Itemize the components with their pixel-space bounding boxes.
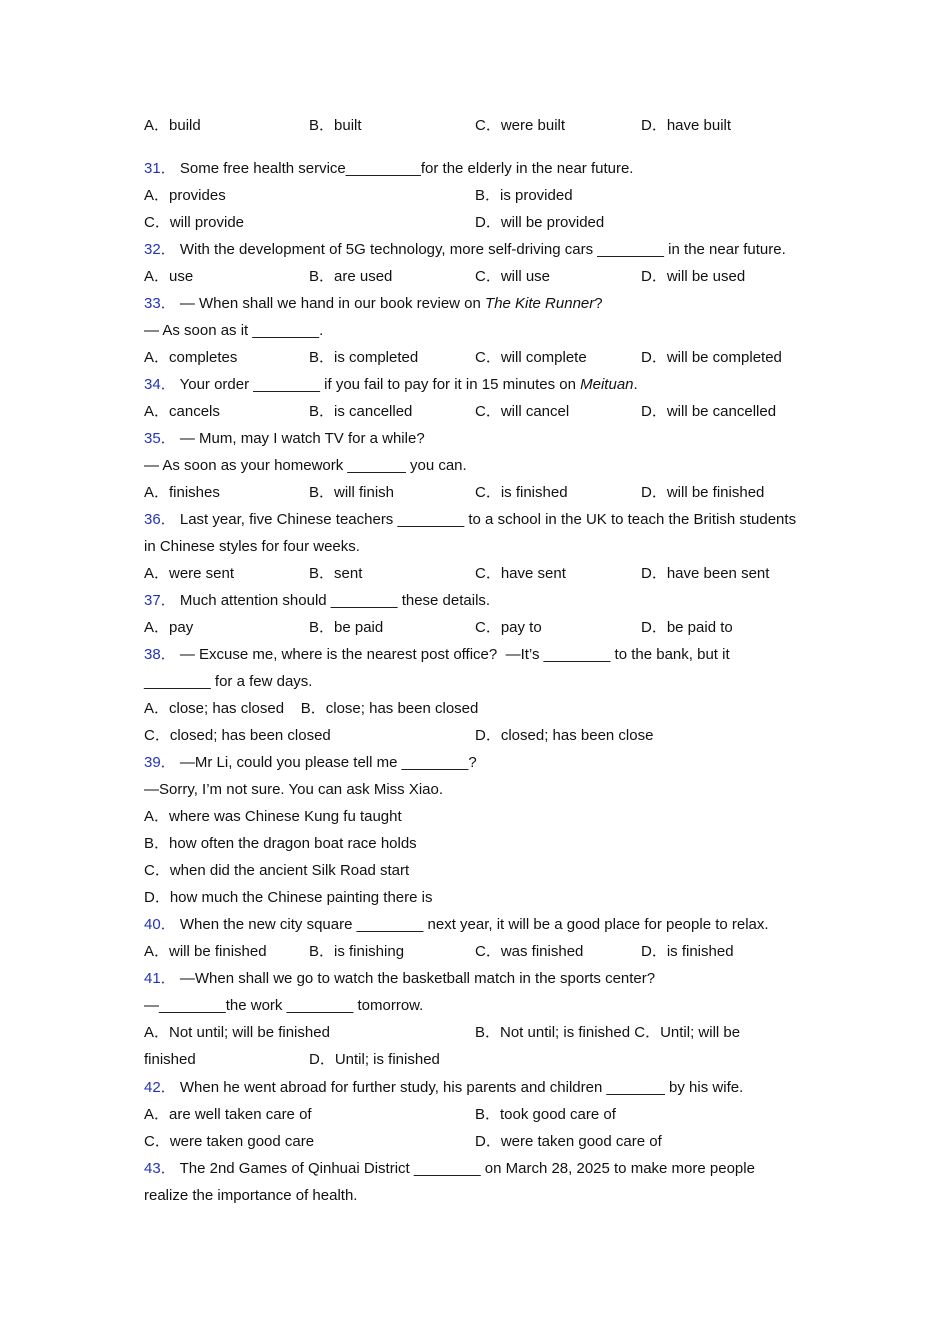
option-d: D．will be completed	[641, 349, 782, 366]
option-a: A．provides	[144, 187, 226, 204]
question-31	[144, 155, 824, 182]
question-stem: — When shall we hand in our book review on	[179, 295, 486, 312]
options-row	[144, 938, 824, 965]
question-stem: —Mr Li, could you please tell me ________?	[179, 754, 477, 771]
option-b: B．sent	[309, 565, 363, 582]
option-b: B．is finishing	[309, 943, 405, 960]
option-d: D．will be cancelled	[641, 403, 777, 420]
option-a: A．are well taken care of	[144, 1106, 312, 1123]
option-c: C．was finished	[475, 943, 584, 960]
option-a: A．completes	[144, 349, 238, 366]
option-c: C．closed; has been closed	[144, 727, 331, 744]
question-stem: Much attention should ________ these details.	[179, 592, 491, 609]
option-a: A．use	[144, 268, 194, 285]
option-b: B．close; has been closed	[300, 700, 479, 717]
question-stem: Your order ________ if you fail to pay for it in 15 minutes on	[179, 376, 581, 393]
option-b: B．built	[309, 117, 362, 134]
option-a: A．will be finished	[144, 943, 267, 960]
question-34	[144, 371, 824, 398]
question-38	[144, 641, 824, 668]
question-number: 33．	[144, 295, 176, 312]
option-c: C．when did the ancient Silk Road start	[144, 862, 410, 879]
option-c: C．will cancel	[475, 403, 570, 420]
option-c: C．have sent	[475, 565, 566, 582]
question-number: 38．	[144, 646, 176, 663]
question-35	[144, 425, 824, 452]
question-40	[144, 911, 824, 938]
option-b: B．took good care of	[475, 1106, 616, 1123]
question-number: 43．	[144, 1160, 176, 1177]
options-row	[144, 263, 824, 290]
question-stem: Some free health service_________for the elderly in the near future.	[179, 160, 634, 177]
question-32	[144, 236, 824, 263]
question-stem: Last year, five Chinese teachers ________ to a school in the UK to teach the British students	[179, 511, 797, 528]
question-number: 35．	[144, 430, 176, 447]
option-c: C．were taken good care	[144, 1133, 315, 1150]
dialogue-line: — As soon as it ________.	[144, 322, 324, 339]
question-37	[144, 587, 824, 614]
option-b: B．are used	[309, 268, 393, 285]
option-d: D．will be used	[641, 268, 746, 285]
option-a: A．were sent	[144, 565, 235, 582]
option-b: B．is completed	[309, 349, 419, 366]
question-stem: The 2nd Games of Qinhuai District ________ on March 28, 2025 to make more people	[179, 1160, 755, 1177]
question-36	[144, 506, 824, 533]
option-a: A．where was Chinese Kung fu taught	[144, 808, 402, 825]
question-number: 32．	[144, 241, 176, 258]
question-number: 42．	[144, 1079, 176, 1096]
question-stem-cont: in Chinese styles for four weeks.	[144, 538, 360, 555]
option-d: D．have been sent	[641, 565, 770, 582]
question-number: 34．	[144, 376, 176, 393]
question-stem: With the development of 5G technology, more self-driving cars ________ in the near future.	[179, 241, 786, 258]
option-b: B．is cancelled	[309, 403, 413, 420]
option-d: D．be paid to	[641, 619, 733, 636]
options-row	[144, 479, 824, 506]
question-stem-end: ?	[594, 295, 603, 312]
options-row	[144, 614, 824, 641]
options-row	[144, 182, 824, 209]
option-b: B．be paid	[309, 619, 384, 636]
option-b: B．is provided	[475, 187, 573, 204]
option-b: B．how often the dragon boat race holds	[144, 835, 417, 852]
options-row	[144, 398, 824, 425]
question-number: 31．	[144, 160, 176, 177]
option-c: C．will complete	[475, 349, 587, 366]
option-d: D．Until; is finished	[309, 1051, 440, 1068]
dialogue-line: —________the work ________ tomorrow.	[144, 997, 424, 1014]
options-row	[144, 209, 824, 236]
option-c: C．pay to	[475, 619, 542, 636]
option-c: C．will provide	[144, 214, 245, 231]
option-d: D．is finished	[641, 943, 734, 960]
question-number: 36．	[144, 511, 176, 528]
question-number: 39．	[144, 754, 176, 771]
book-title: The Kite Runner	[485, 295, 595, 312]
question-stem-cont: realize the importance of health.	[144, 1187, 358, 1204]
option-a: A．cancels	[144, 403, 220, 420]
dialogue-line: — As soon as your homework _______ you can.	[144, 457, 467, 474]
options-row	[144, 1046, 824, 1073]
options-row	[144, 1101, 824, 1128]
option-c: C．is finished	[475, 484, 568, 501]
option-c-cont: finished	[144, 1051, 196, 1068]
options-row	[144, 1128, 824, 1155]
option-d: D．were taken good care of	[475, 1133, 662, 1150]
question-stem: — Excuse me, where is the nearest post office? —It’s ________ to the bank, but it	[179, 646, 730, 663]
option-a: A．Not until; will be finished	[144, 1024, 330, 1041]
options-row	[144, 1019, 824, 1046]
option-b-c: B．Not until; is finished C．Until; will be	[475, 1024, 741, 1041]
question-stem: When the new city square ________ next year, it will be a good place for people to relax.	[179, 916, 769, 933]
question-43	[144, 1155, 824, 1182]
option-b: B．will finish	[309, 484, 395, 501]
option-a: A．pay	[144, 619, 194, 636]
question-41	[144, 965, 824, 992]
option-a: A．close; has closed	[144, 700, 285, 717]
question-number: 40．	[144, 916, 176, 933]
options-row	[144, 695, 824, 722]
question-stem: —When shall we go to watch the basketball match in the sports center?	[179, 970, 656, 987]
options-row	[144, 344, 824, 371]
question-number: 41．	[144, 970, 176, 987]
options-row	[144, 722, 824, 749]
question-33	[144, 290, 824, 317]
question-number: 37．	[144, 592, 176, 609]
options-row	[144, 560, 824, 587]
question-stem-end: .	[633, 376, 638, 393]
option-a: A．finishes	[144, 484, 220, 501]
option-c: C．were built	[475, 117, 566, 134]
question-stem: When he went abroad for further study, his parents and children _______ by his wife.	[179, 1079, 744, 1096]
option-d: D．have built	[641, 117, 732, 134]
options-row	[144, 112, 824, 139]
option-d: D．will be finished	[641, 484, 765, 501]
question-stem: — Mum, may I watch TV for a while?	[179, 430, 425, 447]
option-c: C．will use	[475, 268, 551, 285]
option-a: A．build	[144, 117, 201, 134]
app-name: Meituan	[580, 376, 634, 393]
question-39	[144, 749, 824, 776]
option-d: D．closed; has been close	[475, 727, 654, 744]
question-42	[144, 1074, 824, 1101]
dialogue-line: —Sorry, I’m not sure. You can ask Miss Xiao.	[144, 781, 444, 798]
option-d: D．will be provided	[475, 214, 605, 231]
option-d: D．how much the Chinese painting there is	[144, 889, 433, 906]
question-stem-cont: ________ for a few days.	[144, 673, 313, 690]
